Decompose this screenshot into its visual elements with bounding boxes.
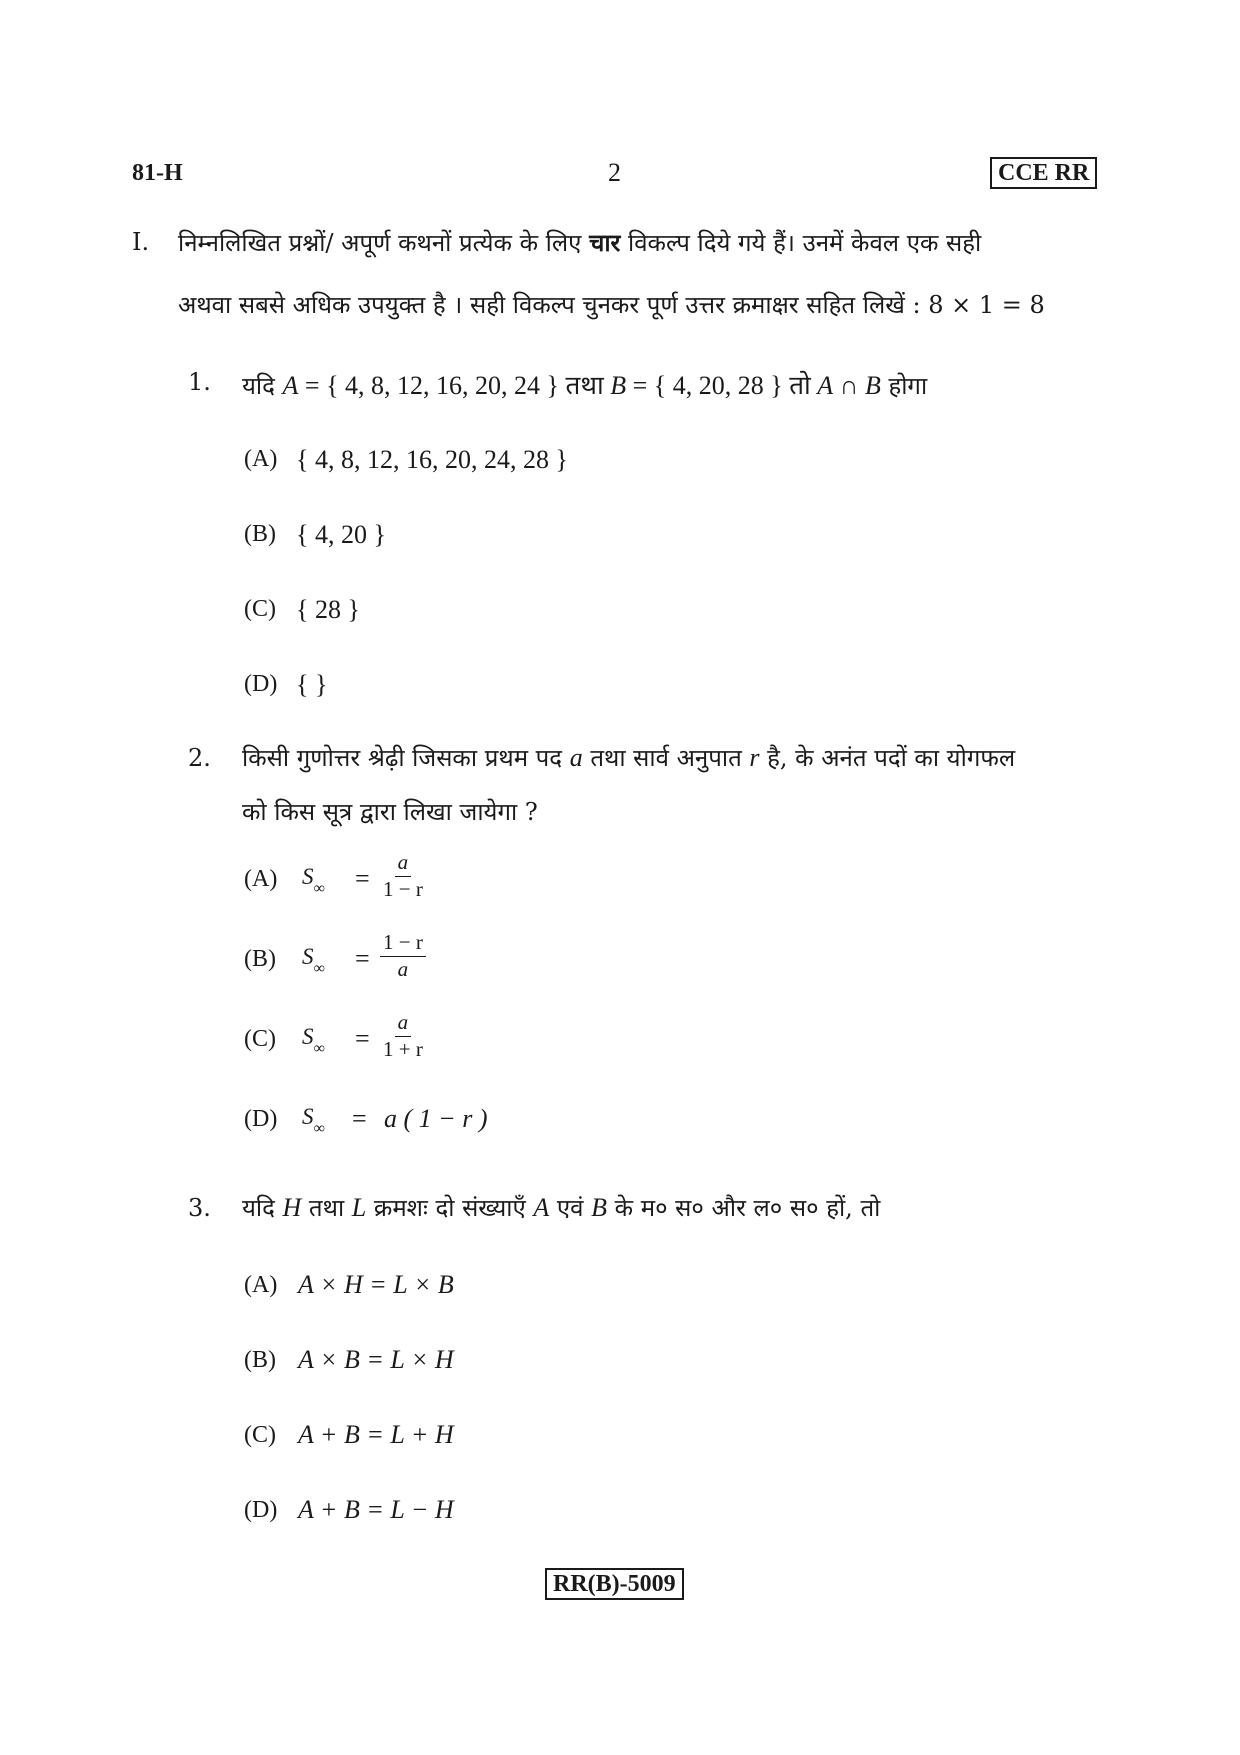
q2-option-d-equals: = [352,1104,367,1133]
q1-option-d-label: (D) [244,671,278,697]
q2-option-c-fraction: $\frac{a}{1 + r}$ [383,1010,423,1061]
q1-option-c: { 28 } [296,595,360,624]
q2-option-b-fraction: $\frac{1 - r}{a}$ [380,930,426,981]
bold-word: चार [589,228,621,257]
q2-text-line2: को किस सूत्र द्वारा लिखा जायेगा ? [242,798,538,826]
q1-text: यदि A = { 4, 8, 12, 16, 20, 24 } तथा B = { 4, 20, 28 } तो A ∩ B होगा [242,371,928,400]
section-instructions-line2: अथवा सबसे अधिक उपयुक्त है । सही विकल्प चुनकर पूर्ण उत्तर क्रमाक्षर सहित लिखें : 8 × 1 = 8 [178,291,1045,319]
q3-number: 3. [188,1194,211,1222]
q2-option-c-label: (C) [244,1026,276,1052]
q2-option-d-lhs: $S_\infty$ [302,1104,325,1137]
section-number: I. [132,228,150,256]
page-number: 2 [608,158,621,187]
q1-option-b: { 4, 20 } [296,520,386,549]
q1-option-d: { } [296,670,328,699]
q2-option-c-lhs: $S_\infty$ [302,1024,325,1057]
q3-option-c: A + B = L + H [298,1420,454,1449]
q1-option-c-label: (C) [244,596,276,622]
q2-option-b-equals: = [355,944,370,973]
q2-option-b-lhs: $S_\infty$ [302,944,325,977]
q2-option-c-equals: = [355,1024,370,1053]
footer-code: RR(B)-5009 [545,1568,684,1600]
q2-option-b-label: (B) [244,946,276,972]
q2-text-line1: किसी गुणोत्तर श्रेढ़ी जिसका प्रथम पद a तथा सार्व अनुपात r है, के अनंत पदों का योगफल [242,743,1016,772]
q3-option-c-label: (C) [244,1422,276,1448]
series-badge: CCE RR [990,157,1097,189]
q2-option-d-rhs: a ( 1 − r ) [384,1104,488,1133]
q3-text: यदि H तथा L क्रमशः दो संख्याएँ A एवं B के म० स० और ल० स० हों, तो [242,1193,881,1222]
q1-option-b-label: (B) [244,521,276,547]
q3-option-b-label: (B) [244,1347,276,1373]
q1-option-a-label: (A) [244,446,278,472]
q1-number: 1. [188,368,211,396]
q3-option-a: A × H = L × B [298,1270,454,1299]
q2-option-a-lhs: $S_\infty$ [302,864,325,897]
q2-option-a-label: (A) [244,866,278,892]
q2-option-d-label: (D) [244,1106,278,1132]
q3-option-b: A × B = L × H [298,1345,454,1374]
q2-option-a-equals: = [355,864,370,893]
q1-option-a: { 4, 8, 12, 16, 20, 24, 28 } [296,445,568,474]
q3-option-a-label: (A) [244,1272,278,1298]
q3-option-d-label: (D) [244,1497,278,1523]
q3-option-d: A + B = L − H [298,1495,454,1524]
q2-number: 2. [188,744,211,772]
q2-option-a-fraction: $\frac{a}{1 - r}$ [383,850,423,901]
paper-code: 81-H [132,160,183,186]
section-instructions-line1: निम्नलिखित प्रश्नों/ अपूर्ण कथनों प्रत्येक के लिए चार विकल्प दिये गये हैं। उनमें केवल एक सही [178,228,982,257]
